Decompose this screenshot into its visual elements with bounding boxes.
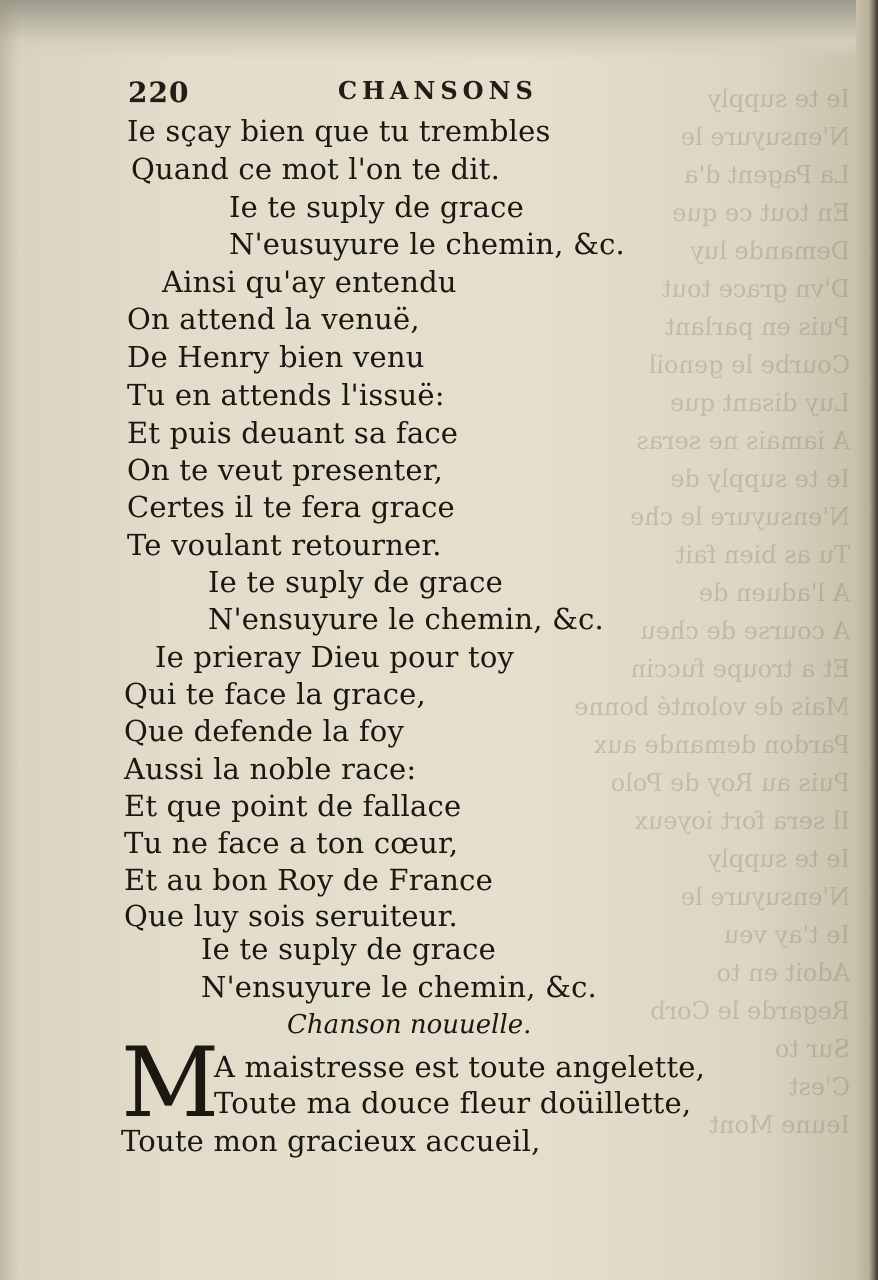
verse-line: Qui te face la grace,: [124, 677, 426, 711]
verse-line: Et que point de fallace: [124, 789, 462, 823]
gutter-shadow: [0, 0, 20, 1280]
verse-line: Et au bon Roy de France: [124, 863, 493, 897]
drop-cap: M: [121, 1027, 220, 1139]
verse-line: Et puis deuant sa face: [127, 416, 459, 450]
page-number: 220: [128, 76, 190, 109]
verse-line: Ie prieray Dieu pour toy: [155, 640, 515, 674]
refrain-line: N'eusuyure le chemin, &c.: [229, 227, 625, 261]
song-line: Toute ma douce fleur doüillette,: [214, 1086, 692, 1120]
verse-line: Ie sçay bien que tu trembles: [127, 114, 551, 148]
verse-line: Que luy sois seruiteur.: [124, 899, 458, 933]
verse-line: Quand ce mot l'on te dit.: [131, 152, 501, 186]
show-through-facing-page: Ie te supply N'ensuyure le La Pagent d'a En tout ce que Demande luy D'vn grace tout Puis en parlant Courbe le genoil Luy disant que A iamais ne seras Ie te supply de N'ensuyure le che Tu as bien fait A l'aduen de A course de cheu Et a troupe fuccin Mais de volonté bonne Pardon demande aux Puis au Roy de Polo Il sera fort ioyeux Ie te supply N'ensuyure le Ie t'ay veu Adoit en to Regarde le Corb Sur to C'est Ieune Mont: [574, 85, 850, 1139]
running-title: CHANSONS: [338, 76, 538, 105]
verse-line: Tu en attends l'issuë:: [127, 378, 445, 412]
verse-line: De Henry bien venu: [127, 340, 425, 374]
page-top-edge: [0, 0, 860, 60]
verse-line: On attend la venuë,: [127, 302, 420, 336]
verse-line: Te voulant retourner.: [127, 528, 442, 562]
refrain-line: Ie te suply de grace: [208, 565, 503, 599]
refrain-line: N'ensuyure le chemin, &c.: [201, 970, 597, 1004]
verse-line: Certes il te fera grace: [127, 490, 455, 524]
refrain-line: N'ensuyure le chemin, &c.: [208, 602, 604, 636]
song-line: Toute mon gracieux accueil,: [121, 1124, 541, 1158]
page-right-edge: [856, 0, 878, 1280]
song-title: Chanson nouuelle.: [287, 1010, 532, 1040]
song-line: A maistresse est toute angelette,: [214, 1050, 706, 1084]
verse-line: Tu ne face a ton cœur,: [124, 826, 459, 860]
verse-line: Ainsi qu'ay entendu: [162, 265, 457, 299]
verse-line: On te veut presenter,: [127, 453, 444, 487]
verse-line: Aussi la noble race:: [124, 752, 417, 786]
refrain-line: Ie te suply de grace: [201, 932, 496, 966]
verse-line: Que defende la foy: [124, 714, 405, 748]
refrain-line: Ie te suply de grace: [229, 190, 524, 224]
